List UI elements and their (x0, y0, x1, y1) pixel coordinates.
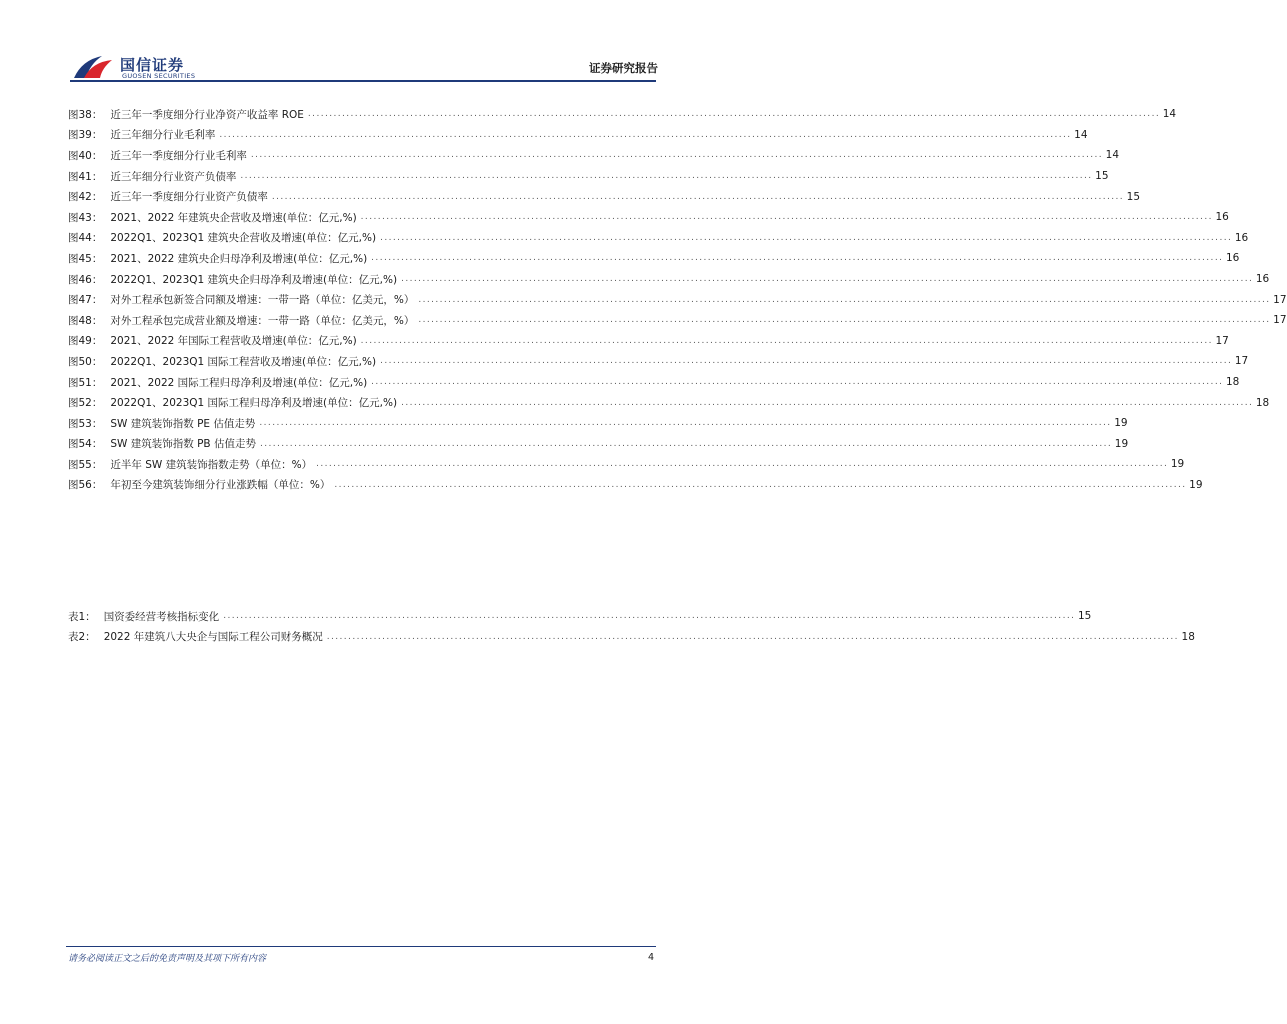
toc-entry-title: SW 建筑装饰指数 PB 估值走势 (110, 438, 256, 451)
toc-entry-page: 18 (1255, 396, 1270, 409)
toc-entry-number: 图44： (68, 232, 103, 245)
toc-entry-number: 图48： (68, 314, 103, 327)
toc-entry-page: 19 (1189, 478, 1203, 491)
toc-entry[interactable] (68, 392, 1270, 413)
toc-leader-dots: ........................................................................................................................................................................................................ (271, 191, 1125, 202)
toc-entry-page: 19 (1114, 417, 1128, 430)
toc-leader-dots: ........................................................................................................................................................................................................ (360, 335, 1213, 346)
toc-entry[interactable] (68, 145, 1120, 166)
toc-entry[interactable] (68, 434, 1129, 455)
toc-entry[interactable] (68, 372, 1240, 393)
toc-entry-page: 18 (1225, 376, 1240, 389)
toc-entry-number: 图39： (68, 129, 103, 142)
logo-text-cn: 国信证券 (120, 56, 185, 74)
toc-entry-page: 16 (1234, 231, 1249, 244)
footer-divider (66, 946, 656, 947)
toc-entry-page: 15 (1077, 610, 1092, 623)
report-type-label: 证券研究报告 (589, 61, 658, 75)
toc-entry[interactable] (68, 104, 1177, 125)
toc-entry-page: 15 (1095, 170, 1109, 183)
toc-entry-number: 图51： (68, 376, 103, 389)
toc-leader-dots: ........................................................................................................................................................................................................ (316, 459, 1169, 470)
toc-entry[interactable] (68, 269, 1270, 290)
toc-entry-number: 图53： (68, 417, 103, 430)
toc-entry-number: 图40： (68, 149, 103, 162)
toc-entry-number: 图52： (68, 397, 103, 410)
toc-entry-title: 对外工程承包新签合同额及增速：一带一路（单位：亿美元，%） (110, 294, 415, 307)
toc-leader-dots: ........................................................................................................................................................................................................ (360, 212, 1213, 223)
toc-entry-page: 17 (1273, 293, 1287, 306)
toc-entry[interactable] (68, 351, 1249, 372)
toc-entry-title: 2022Q1、2023Q1 建筑央企营收及增速(单位：亿元,%) (110, 232, 377, 245)
toc-leader-dots: ........................................................................................................................................................................................................ (219, 129, 1072, 140)
toc-entry-number: 图38： (68, 108, 103, 121)
company-logo (72, 50, 222, 84)
toc-entry-number: 图42： (68, 191, 103, 204)
toc-leader-dots: ........................................................................................................................................................................................................ (250, 150, 1104, 161)
toc-leader-dots: ........................................................................................................................................................................................................ (418, 315, 1271, 326)
toc-entry-title: 2022Q1、2023Q1 国际工程归母净利及增速(单位：亿元,%) (110, 397, 398, 410)
toc-entry-page: 16 (1255, 273, 1270, 286)
toc-entry-number: 图45： (68, 252, 103, 265)
guosen-logo-icon (72, 52, 116, 82)
toc-entry-number: 图43： (68, 211, 103, 224)
toc-entry-title: 近半年 SW 建筑装饰指数走势（单位：%） (110, 458, 313, 471)
toc-entry-page: 19 (1114, 437, 1129, 450)
toc-entry[interactable] (68, 331, 1229, 352)
toc-leader-dots: ........................................................................................................................................................................................................ (380, 356, 1233, 367)
toc-entry-page: 16 (1215, 211, 1229, 224)
toc-leader-dots: ........................................................................................................................................................................................................ (371, 253, 1224, 264)
toc-entry-page: 17 (1273, 314, 1287, 327)
toc-entry[interactable] (68, 186, 1141, 207)
toc-entry-number: 图54： (68, 438, 103, 451)
toc-entry-title: 对外工程承包完成营业额及增速：一带一路（单位：亿美元，%） (110, 314, 415, 327)
toc-leader-dots: ........................................................................................................................................................................................................ (371, 377, 1224, 388)
toc-entry-page: 14 (1105, 149, 1120, 162)
toc-entry-title: 近三年细分行业毛利率 (110, 129, 216, 142)
toc-leader-dots: ........................................................................................................................................................................................................ (401, 274, 1254, 285)
toc-entry-page: 14 (1162, 108, 1177, 121)
toc-leader-dots: ........................................................................................................................................................................................................ (418, 294, 1271, 305)
footer-disclaimer: 请务必阅读正文之后的免责声明及其项下所有内容 (68, 954, 267, 964)
toc-leader-dots: ........................................................................................................................................................................................................ (240, 171, 1093, 182)
toc-entry-title: 近三年细分行业资产负债率 (110, 170, 237, 183)
toc-entry[interactable] (68, 228, 1249, 249)
toc-entry[interactable] (68, 627, 1195, 648)
toc-entry-page: 16 (1225, 252, 1240, 265)
toc-entry-number: 图50： (68, 355, 103, 368)
toc-entry-title: 国资委经营考核指标变化 (103, 610, 220, 623)
toc-entry-page: 14 (1074, 128, 1088, 141)
toc-entry-title: 2021、2022 国际工程归母净利及增速(单位：亿元,%) (110, 376, 368, 389)
toc-entry[interactable] (68, 413, 1128, 434)
toc-entry-number: 图49： (68, 335, 103, 348)
toc-entry-number: 表1： (68, 610, 96, 623)
toc-entry-title: SW 建筑装饰指数 PE 估值走势 (110, 417, 256, 430)
header-divider (70, 80, 656, 82)
toc-entry-title: 2022Q1、2023Q1 国际工程营收及增速(单位：亿元,%) (110, 355, 377, 368)
toc-entry[interactable] (68, 207, 1229, 228)
toc-entry-title: 近三年一季度细分行业净资产收益率 ROE (110, 108, 304, 121)
toc-leader-dots: ........................................................................................................................................................................................................ (401, 397, 1254, 408)
toc-entry-title: 年初至今建筑装饰细分行业涨跌幅（单位：%） (110, 479, 331, 492)
toc-leader-dots: ........................................................................................................................................................................................................ (307, 109, 1161, 120)
toc-entry[interactable] (68, 125, 1088, 146)
toc-entry-title: 2022Q1、2023Q1 建筑央企归母净利及增速(单位：亿元,%) (110, 273, 398, 286)
toc-entry-number: 图55： (68, 458, 103, 471)
figure-index (68, 104, 1287, 495)
toc-entry-title: 2021、2022 年国际工程营收及增速(单位：亿元,%) (110, 335, 357, 348)
toc-entry[interactable] (68, 310, 1287, 331)
page-number: 4 (647, 952, 654, 963)
toc-entry-title: 近三年一季度细分行业毛利率 (110, 149, 247, 162)
toc-entry-title: 2021、2022 年建筑央企营收及增速(单位：亿元,%) (110, 211, 357, 224)
toc-entry[interactable] (68, 248, 1240, 269)
toc-entry-title: 2021、2022 建筑央企归母净利及增速(单位：亿元,%) (110, 252, 368, 265)
toc-entry-page: 17 (1234, 355, 1249, 368)
toc-entry-page: 15 (1126, 190, 1141, 203)
toc-leader-dots: ........................................................................................................................................................................................................ (334, 479, 1187, 490)
toc-entry-page: 18 (1181, 630, 1195, 643)
toc-leader-dots: ........................................................................................................................................................................................................ (223, 611, 1076, 622)
page-header (0, 0, 724, 84)
toc-entry-page: 17 (1215, 334, 1229, 347)
toc-entry[interactable] (68, 289, 1287, 310)
toc-leader-dots: ........................................................................................................................................................................................................ (326, 631, 1179, 642)
toc-entry-page: 19 (1170, 458, 1185, 471)
toc-entry-number: 图46： (68, 273, 103, 286)
table-index (68, 606, 1195, 647)
toc-entry-title: 近三年一季度细分行业资产负债率 (110, 191, 268, 204)
toc-entry[interactable] (68, 454, 1185, 475)
toc-entry-title: 2022 年建筑八大央企与国际工程公司财务概况 (103, 631, 323, 644)
toc-leader-dots: ........................................................................................................................................................................................................ (380, 232, 1233, 243)
toc-leader-dots: ........................................................................................................................................................................................................ (259, 418, 1112, 429)
toc-leader-dots: ........................................................................................................................................................................................................ (259, 438, 1113, 449)
toc-entry-number: 图47： (68, 294, 103, 307)
toc-entry-number: 图56： (68, 479, 103, 492)
toc-entry[interactable] (68, 606, 1092, 627)
toc-entry[interactable] (68, 475, 1203, 496)
toc-entry-number: 表2： (68, 631, 96, 644)
logo-text-en: GUOSEN SECURITIES (122, 72, 196, 80)
toc-entry[interactable] (68, 166, 1109, 187)
toc-entry-number: 图41： (68, 170, 103, 183)
